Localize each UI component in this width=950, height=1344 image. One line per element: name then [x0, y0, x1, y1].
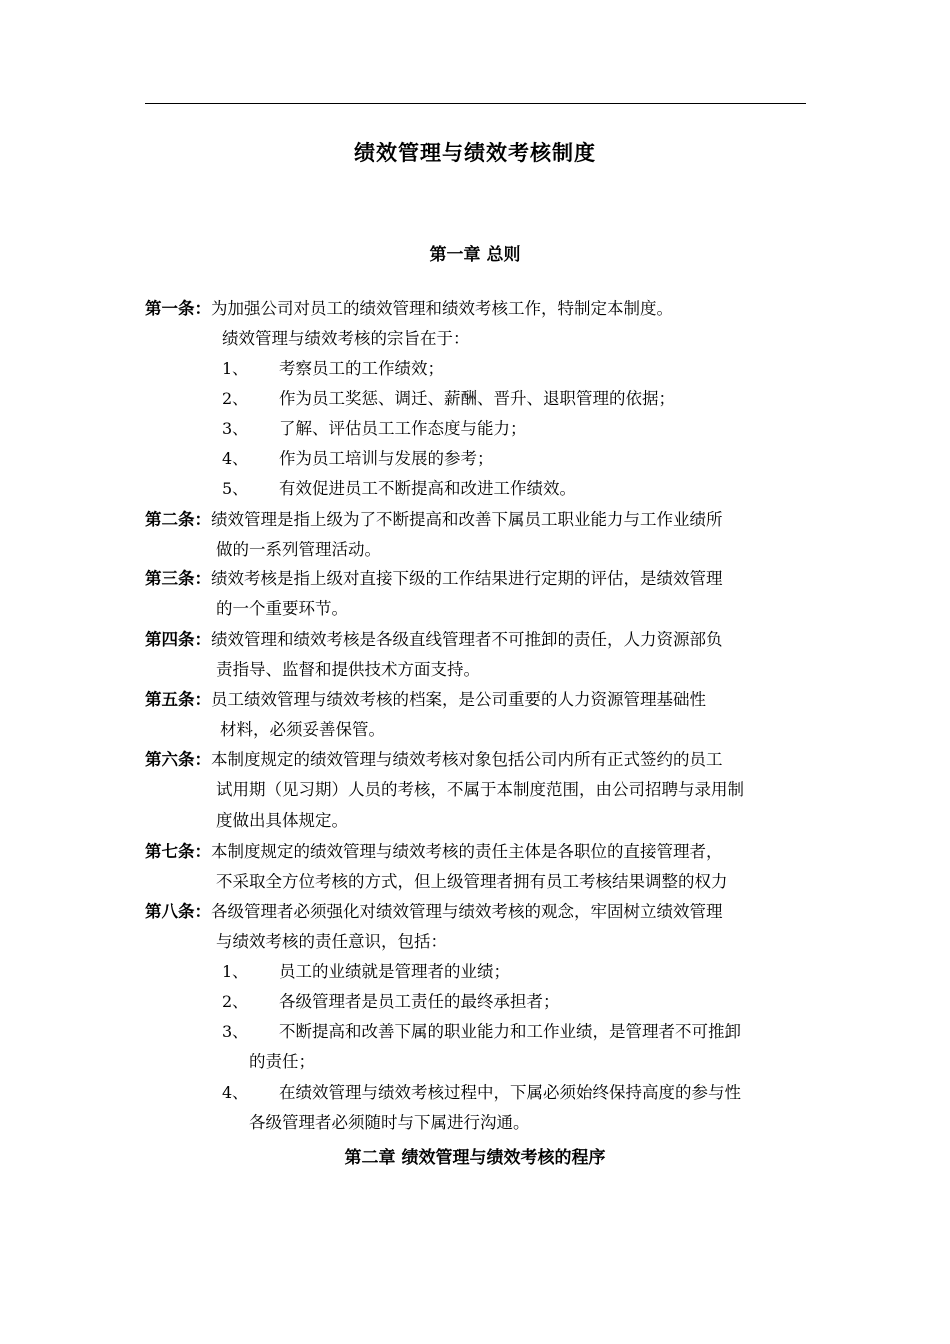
a1-item-5-text: 有效促进员工不断提高和改进工作绩效。 [279, 479, 576, 498]
article-8-line-2: 与绩效考核的责任意识，包括： [216, 932, 447, 951]
article-3-label: 第三条： [145, 569, 211, 588]
a8-item-1-text: 员工的业绩就是管理者的业绩； [279, 962, 510, 981]
article-1 [145, 298, 673, 320]
a8-item-3-continuation: 的责任； [249, 1052, 315, 1071]
article-3 [145, 568, 723, 590]
article-2 [145, 509, 723, 531]
article-5 [145, 689, 706, 711]
article-3-line-2: 的一个重要环节。 [216, 599, 348, 618]
article-7-line-1: 本制度规定的绩效管理与绩效考核的责任主体是各职位的直接管理者， [211, 842, 723, 861]
a1-item-4-number: 4、 [222, 449, 249, 468]
article-6-line-2: 试用期（见习期）人员的考核，不属于本制度范围，由公司招聘与录用制 [216, 780, 744, 799]
article-8 [145, 901, 723, 923]
a1-item-3-text: 了解、评估员工工作态度与能力； [279, 419, 527, 438]
a8-item-3-number: 3、 [222, 1022, 249, 1041]
article-6-label: 第六条： [145, 750, 211, 769]
article-7-line-2: 不采取全方位考核的方式，但上级管理者拥有员工考核结果调整的权力 [216, 872, 728, 891]
article-5-label: 第五条： [145, 690, 211, 709]
article-7-label: 第七条： [145, 842, 211, 861]
a1-item-3-number: 3、 [222, 419, 249, 438]
a8-item-1-number: 1、 [222, 962, 249, 981]
document-title: 绩效管理与绩效考核制度 [354, 141, 596, 165]
article-5-line-1: 员工绩效管理与绩效考核的档案，是公司重要的人力资源管理基础性 [211, 690, 706, 709]
article-1-text: 为加强公司对员工的绩效管理和绩效考核工作，特制定本制度。 [211, 299, 673, 318]
chapter-2-heading: 第二章 绩效管理与绩效考核的程序 [344, 1148, 606, 1168]
a1-item-4-text: 作为员工培训与发展的参考； [279, 449, 494, 468]
article-3-line-1: 绩效考核是指上级对直接下级的工作结果进行定期的评估，是绩效管理 [211, 569, 723, 588]
article-4-line-1: 绩效管理和绩效考核是各级直线管理者不可推卸的责任，人力资源部负 [211, 630, 723, 649]
a1-item-1-text: 考察员工的工作绩效； [279, 359, 444, 378]
a8-item-4-text: 在绩效管理与绩效考核过程中，下属必须始终保持高度的参与性 [279, 1083, 741, 1102]
article-2-line-1: 绩效管理是指上级为了不断提高和改善下属员工职业能力与工作业绩所 [211, 510, 723, 529]
a1-item-2-number: 2、 [222, 389, 249, 408]
article-4-label: 第四条： [145, 630, 211, 649]
a1-item-5-number: 5、 [222, 479, 249, 498]
a8-item-2-number: 2、 [222, 992, 249, 1011]
article-8-line-1: 各级管理者必须强化对绩效管理与绩效考核的观念，牢固树立绩效管理 [211, 902, 723, 921]
a8-item-2-text: 各级管理者是员工责任的最终承担者； [279, 992, 560, 1011]
article-5-line-2: 材料，必须妥善保管。 [220, 720, 385, 739]
article-2-label: 第二条： [145, 510, 211, 529]
article-1-intro: 绩效管理与绩效考核的宗旨在于： [222, 329, 470, 348]
a1-item-1-number: 1、 [222, 359, 249, 378]
article-4 [145, 629, 723, 651]
chapter-1-heading: 第一章 总则 [429, 245, 521, 265]
a8-item-3-text: 不断提高和改善下属的职业能力和工作业绩，是管理者不可推卸 [279, 1022, 741, 1041]
article-6 [145, 749, 723, 771]
article-6-line-1: 本制度规定的绩效管理与绩效考核对象包括公司内所有正式签约的员工 [211, 750, 723, 769]
article-2-line-2: 做的一系列管理活动。 [216, 540, 381, 559]
a1-item-2-text: 作为员工奖惩、调迁、薪酬、晋升、退职管理的依据； [279, 389, 675, 408]
a8-item-4-continuation: 各级管理者必须随时与下属进行沟通。 [249, 1113, 530, 1132]
article-8-label: 第八条： [145, 902, 211, 921]
header-rule [145, 103, 806, 104]
article-6-line-3: 度做出具体规定。 [216, 811, 348, 830]
article-1-label: 第一条： [145, 299, 211, 318]
a8-item-4-number: 4、 [222, 1083, 249, 1102]
article-4-line-2: 责指导、监督和提供技术方面支持。 [216, 660, 480, 679]
article-7 [145, 841, 723, 863]
